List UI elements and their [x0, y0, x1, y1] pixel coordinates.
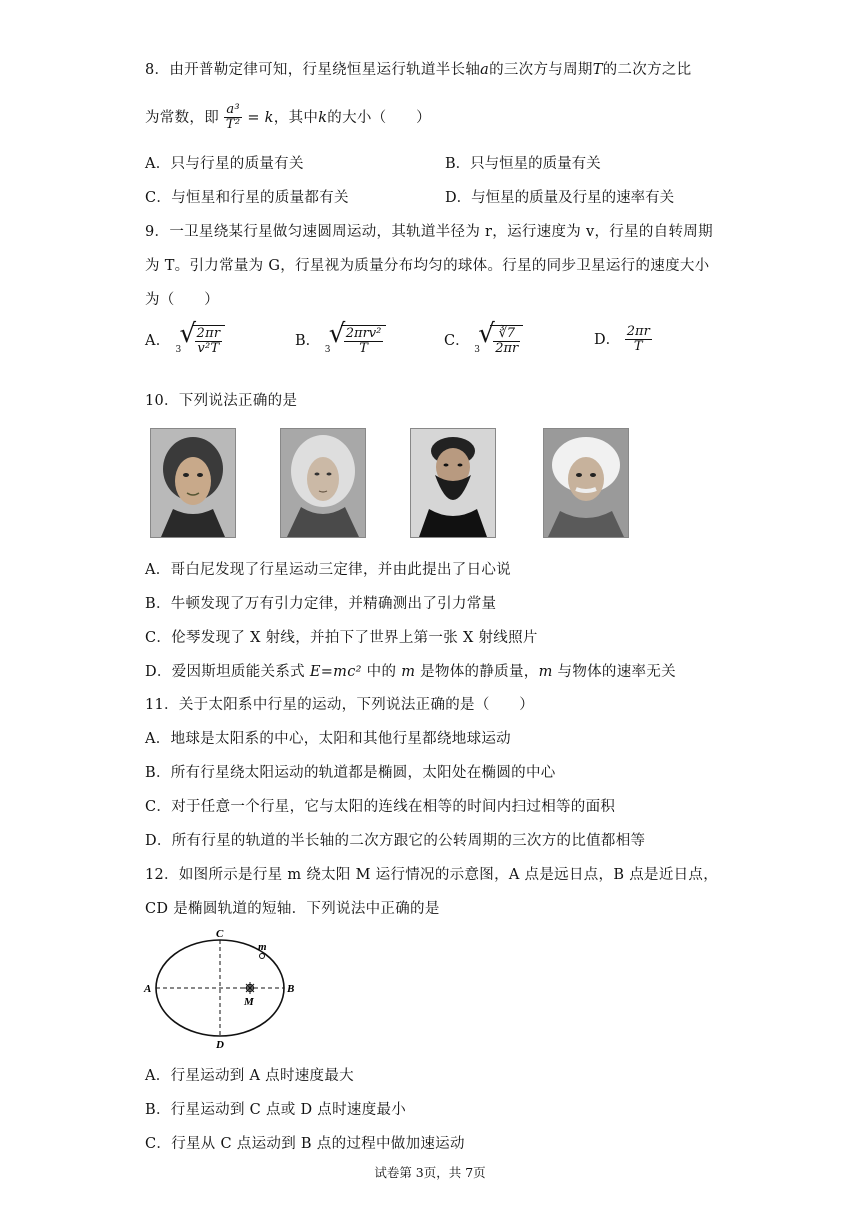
q9-option-b: B． 3 √ $\frac{\text{2πrv²}}{T}$ [295, 325, 386, 357]
page-footer: 试卷第 3页，共 7页 [374, 1165, 486, 1180]
rontgen-portrait [410, 428, 496, 538]
q10-option-b: B．牛顿发现了万有引力定律，并精确测出了引力常量 [145, 596, 497, 612]
q8-option-c: C．与恒星和行星的质量都有关 [145, 190, 349, 206]
q11-stem: 11．关于太阳系中行星的运动，下列说法正确的是（ ） [145, 697, 535, 713]
newton-portrait [280, 428, 366, 538]
q12-stem-line2: CD 是椭圆轨道的短轴．下列说法中正确的是 [145, 901, 440, 917]
q9-option-d: D． $\frac{2\pi r}{T}$ [594, 324, 650, 355]
sun-icon [244, 982, 256, 994]
q12-option-c: C．行星从 C 点运动到 B 点的过程中做加速运动 [145, 1136, 465, 1152]
q8-stem-line2: 为常数，即 $\frac{\text{a³}}{\text{T²}}$ = k，其中k的大小（ ） [145, 102, 431, 133]
label-d: D [216, 1039, 224, 1050]
q11-option-b: B．所有行星绕太阳运动的轨道都是椭圆，太阳处在椭圆的中心 [145, 765, 556, 781]
q10-stem: 10．下列说法正确的是 [145, 393, 298, 409]
q9-stem-line1: 9．一卫星绕某行星做匀速圆周运动，其轨道半径为 r，运行速度为 v，行星的自转周期 [145, 224, 713, 240]
q8-option-a: A．只与行星的质量有关 [145, 156, 304, 172]
q12-option-a: A．行星运动到 A 点时速度最大 [145, 1068, 354, 1084]
q8-option-d: D．与恒星的质量及行星的速率有关 [445, 190, 675, 206]
q8-stem-line1: 8．由开普勒定律可知，行星绕恒星运行轨道半长轴a的三次方与周期T的二次方之比 [145, 62, 692, 78]
label-b: B [287, 983, 295, 995]
q10-option-d: D．爱因斯坦质能关系式 E=mc² 中的 m 是物体的静质量，m 与物体的速率无关 [145, 664, 676, 680]
orbit-diagram [140, 928, 310, 1050]
q9-option-a: A． 3 √ $\frac{2\pi r}{\text{v²T}}$ [145, 325, 225, 357]
q11-option-a: A．地球是太阳系的中心，太阳和其他行星都绕地球运动 [145, 731, 511, 747]
q10-option-c: C．伦琴发现了 X 射线，并拍下了世界上第一张 X 射线照片 [145, 630, 538, 646]
q12-option-b: B．行星运动到 C 点或 D 点时速度最小 [145, 1102, 407, 1118]
q11-option-c: C．对于任意一个行星，它与太阳的连线在相等的时间内扫过相等的面积 [145, 799, 616, 815]
q9-option-c: C． 3 √ $\frac{∛7}{2\pi r}$ [444, 325, 523, 357]
label-c: C [216, 928, 224, 940]
q11-option-d: D．所有行星的轨道的半长轴的二次方跟它的公转周期的三次方的比值都相等 [145, 833, 646, 849]
einstein-portrait [543, 428, 629, 538]
q9-stem-line3: 为（ ） [145, 292, 219, 308]
label-m-planet: m [258, 941, 267, 953]
q10-option-a: A．哥白尼发现了行星运动三定律，并由此提出了日心说 [145, 562, 511, 578]
planet-m [260, 954, 265, 959]
label-a: A [144, 983, 152, 995]
q12-stem-line1: 12．如图所示是行星 m 绕太阳 M 运行情况的示意图，A 点是远日点，B 点是近日点， [145, 867, 719, 883]
q9-stem-line2: 为 T。引力常量为 G，行星视为质量分布均匀的球体。行星的同步卫星运行的速度大小 [145, 258, 710, 274]
label-m-sun: M [244, 996, 254, 1008]
copernicus-portrait [150, 428, 236, 538]
kepler-fraction: $\frac{\text{a³}}{\text{T²}}$ [225, 102, 241, 133]
q8-option-b: B．只与恒星的质量有关 [445, 156, 601, 172]
